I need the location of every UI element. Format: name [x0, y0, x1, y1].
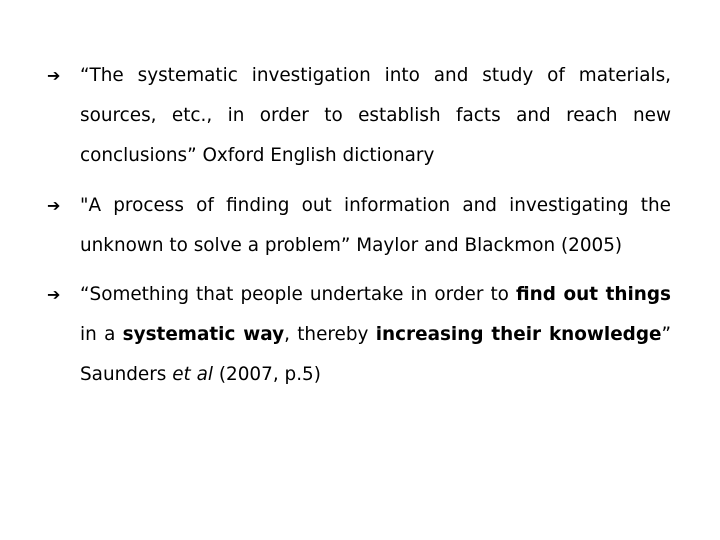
definition-text: “The systematic investigation into and study of materials, sources, etc., in order to establish facts and reach new conclusions” Oxford English dictionary	[80, 65, 671, 167]
definition-text: "A process of finding out information and investigating the unknown to solve a problem” Maylor and Blackmon (2005)	[80, 194, 671, 256]
arrow-bullet-icon: ➔	[47, 66, 61, 85]
emphasis-systematic-way: systematic way	[122, 324, 285, 346]
emphasis-find-out-things: find out things	[515, 284, 671, 306]
arrow-bullet-icon: ➔	[47, 195, 61, 215]
emphasis-increasing-knowledge: increasing their knowledge	[375, 324, 662, 346]
definition-saunders	[47, 275, 671, 396]
arrow-bullet-icon: ➔	[47, 285, 61, 305]
definition-maylor-blackmon	[47, 186, 671, 266]
citation-et-al: et al	[172, 364, 213, 386]
definition-text: “Something that people undertake in order to find out things in a systematic way, thereby increasing their knowledge” Saunders et al (2007, p.5)	[80, 284, 671, 386]
definition-oxford	[47, 56, 671, 177]
definitions-list	[47, 56, 671, 405]
